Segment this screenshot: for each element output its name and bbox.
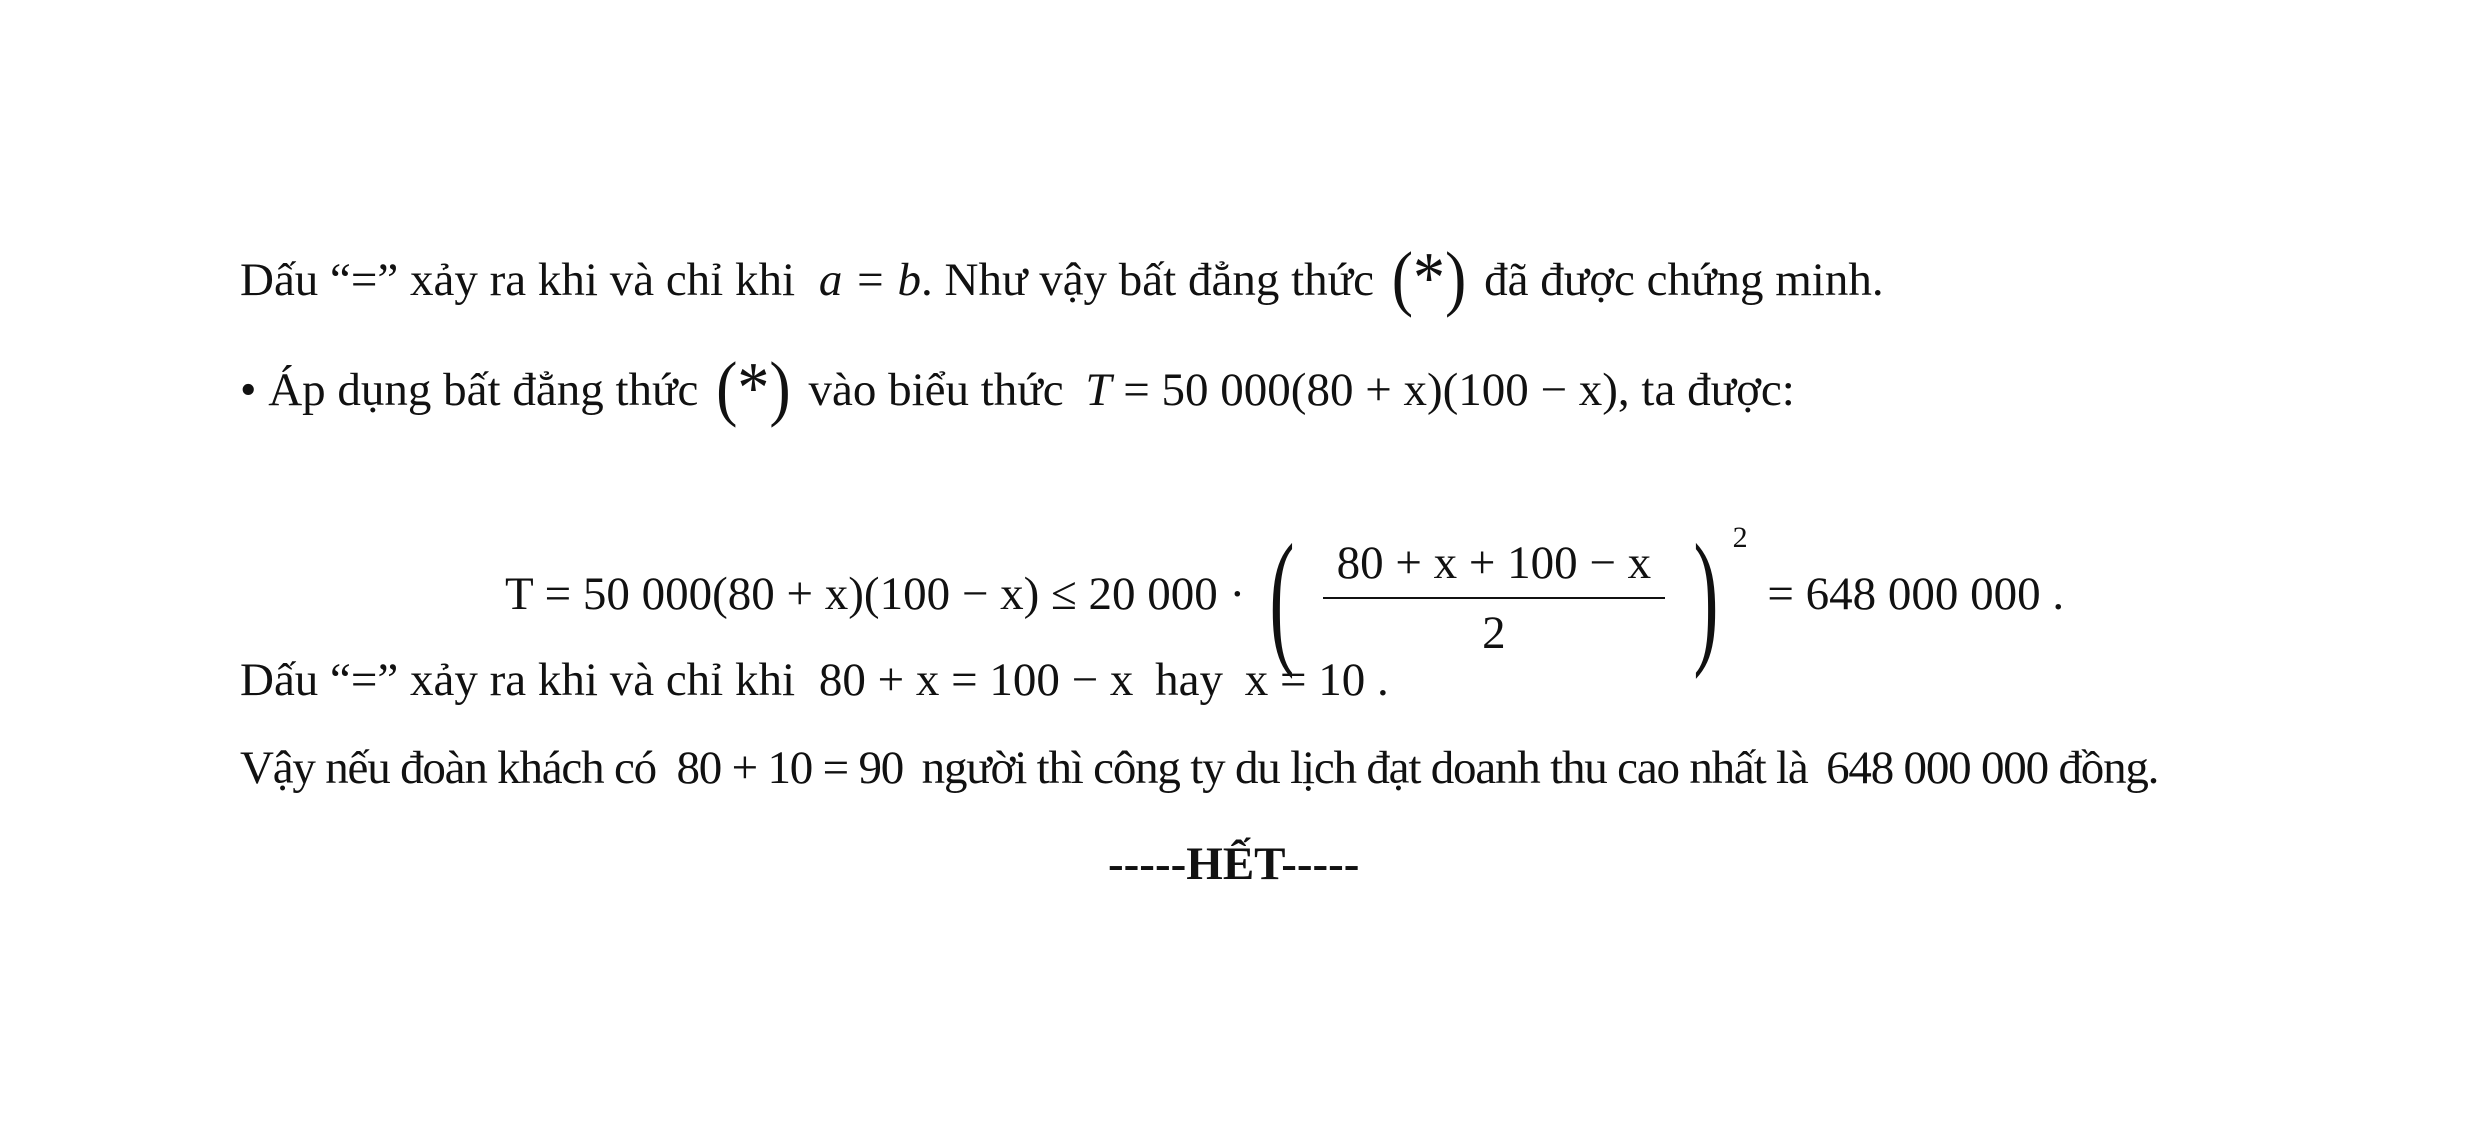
fraction (1323, 535, 1666, 661)
eq-lhs: T = 50 000(80 + x)(100 − x) ≤ 20 000 · (505, 568, 1246, 620)
line4-eq2: x = 10 . (1244, 654, 1389, 706)
exponent: 2 (1732, 521, 1748, 554)
line4-before: Dấu “=” xảy ra khi và chỉ khi (240, 654, 796, 706)
line1-before: Dấu “=” xảy ra khi và chỉ khi (240, 254, 796, 306)
right-paren: ) (1693, 514, 1719, 680)
line5-eq: 80 + 10 = 90 (676, 742, 904, 794)
bullet: • (240, 364, 257, 416)
eq-rhs: = 648 000 000 . (1767, 568, 2065, 620)
line2-expr-rest: = 50 000(80 + x)(100 − x), (1123, 364, 1630, 416)
line2-star-label: (*) (716, 346, 791, 429)
text-line-conclusion (240, 738, 2158, 798)
text-line-equality-condition-ab (240, 236, 1884, 319)
line4-eq1: 80 + x = 100 − x (818, 654, 1134, 706)
end-mark: -----HẾT----- (1108, 838, 1360, 890)
fraction-numerator: 80 + x + 100 − x (1323, 535, 1666, 599)
line2-before: Áp dụng bất đẳng thức (268, 364, 699, 416)
line5-middle: người thì công ty du lịch đạt doanh thu cao nhất là (921, 742, 1808, 794)
fraction-denominator: 2 (1482, 607, 1506, 660)
line5-after: đồng. (2058, 742, 2159, 794)
left-paren: ( (1269, 514, 1295, 680)
line2-middle: vào biểu thức (808, 364, 1064, 416)
text-line-equality-condition-x (240, 650, 1389, 710)
line1-after-a: . Như vậy bất đẳng thức (921, 254, 1374, 306)
line4-hay: hay (1155, 654, 1223, 706)
line5-amount: 648 000 000 (1826, 742, 2048, 794)
line1-star-label: (*) (1391, 236, 1467, 319)
line2-expr-T: T (1085, 364, 1112, 416)
text-line-apply-inequality (240, 346, 1795, 429)
line1-math-a-equals-b: a = b (818, 254, 922, 306)
line1-after-b: đã được chứng minh. (1484, 254, 1884, 306)
line2-after: ta được: (1641, 364, 1795, 416)
line5-before: Vậy nếu đoàn khách có (240, 742, 656, 794)
